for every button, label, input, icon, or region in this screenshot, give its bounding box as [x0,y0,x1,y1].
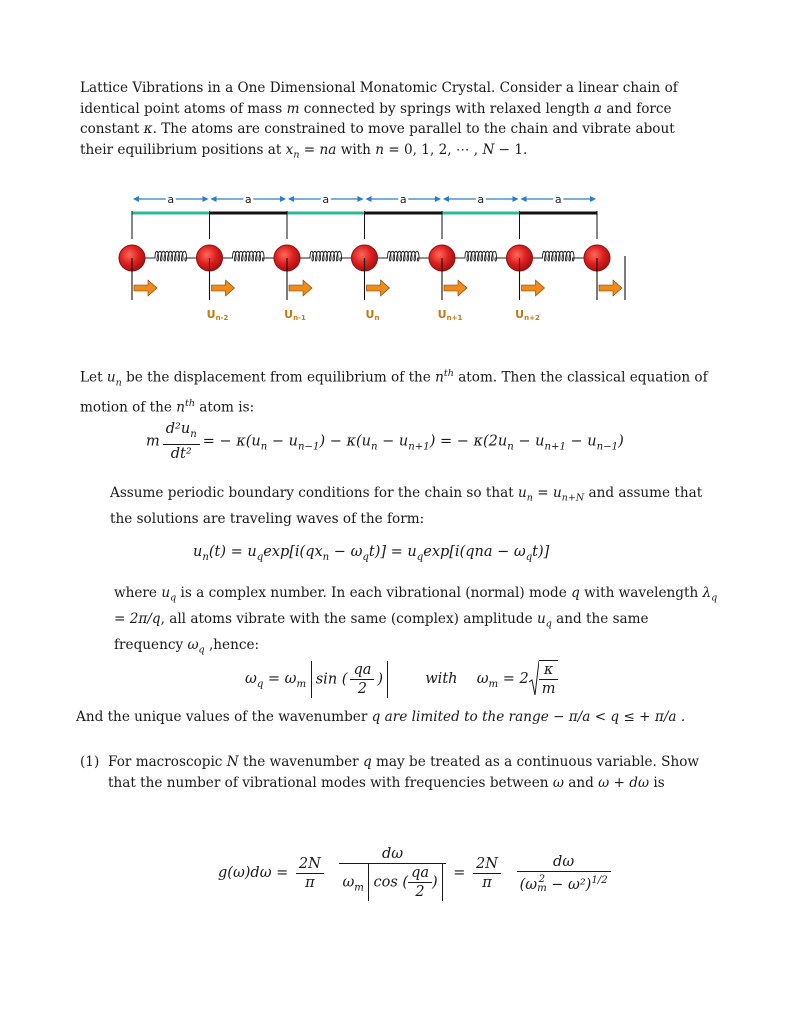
displacement-arrow [134,280,157,296]
spring [145,251,197,261]
normal-mode-paragraph: where $u_q$ is a complex number. In each vibrational (normal) mode q with wavelength $\lambda_q = 2\pi/q$, all atoms vibrate with the same (complex) amplitude $u_q$ and the same frequency $\omega_q$ ,hence: [114,585,718,657]
spring [300,251,352,261]
dim-arrowhead-left [211,196,217,202]
displacement-arrow [289,280,312,296]
lattice-chain-diagram [110,185,630,335]
dim-arrowhead-right [435,196,441,202]
dim-arrowhead-left [366,196,372,202]
wavenumber-range-paragraph: And the unique values of the wavenumber q are limited to the range − π/a < q ≤ + π/a . [76,709,686,725]
spring [533,251,585,261]
spring [223,251,275,261]
question-1: (1) For macroscopic N the wavenumber q may be treated as a continuous variable. Show that the number of vibrational modes with frequencies between ω and ω + dω is [80,754,700,791]
dim-arrowhead-right [280,196,286,202]
dim-arrowhead-left [288,196,294,202]
dim-arrowhead-right [590,196,596,202]
spacing-bars [132,211,597,239]
displacement-label: Un-1 [284,308,306,322]
spring [455,251,507,261]
displacement-labels [207,308,540,322]
spring [378,251,430,261]
density-of-states-equation: g(ω)dω = $\frac{2N}{\pi}$ dω $\omega_m$ cos ( $\frac{qa}{2}$ ) = $\frac{2N}{\pi}$ dω (ω 2 m − ω²)$^{1/2}$ [218,845,614,901]
displacement-arrow [522,280,545,296]
spacing-label-a: a [554,193,562,206]
question-number: (1) [80,754,100,770]
displacement-arrow [212,280,235,296]
spacing-dimension-arrows [133,192,596,206]
displacement-label: Un-2 [206,308,229,322]
displacement-arrow [367,280,390,296]
traveling-wave-equation: $u_n(t) = u_q\exp[i(qx_n - \omega_qt)] = u_q\exp[i(qna - \omega_qt)]$ [193,544,550,563]
displacement-arrow [444,280,467,296]
displacement-label: Un [365,308,380,322]
spacing-label-a: a [244,193,252,206]
sqrt-kappa-over-m: $\frac{\kappa}{m}$ [529,660,562,698]
dim-arrowhead-right [203,196,209,202]
dim-arrowhead-right [358,196,364,202]
spacing-label-a: a [477,193,485,206]
displacement-arrow [599,280,622,296]
dim-arrowhead-left [133,196,139,202]
spacing-label-a: a [399,193,407,206]
equation-of-motion: m $\frac{d^2u_n}{\text{dt²}}$ = − $\kappa(u_n - u_{n-1}) - \kappa(u_n - u_{n+1})$ = − $\kappa(2u_n - u_{n+1} - u_{n-1})$ [146,421,624,462]
problem-title: Lattice Vibrations in a One Dimensional Monatomic Crystal. [80,80,496,96]
dim-arrowhead-right [513,196,519,202]
dispersion-relation: $\omega_q = \omega_m$ sin ( $\frac{qa}{2}$ ) with $\omega_m = 2$ $\frac{\kappa}{m}$ [245,660,561,698]
spacing-label-a: a [167,193,175,206]
displacement-label: Un+1 [437,308,463,322]
displacement-label: Un+2 [515,308,540,322]
spacing-label-a: a [322,193,330,206]
intro-paragraph: Lattice Vibrations in a One Dimensional Monatomic Crystal. Consider a linear chain of identical point atoms of mass m connected by springs with relaxed length a and force constant κ. The atoms are constrained to move parallel to the chain and vibrate about their equilibrium positions at $x_n$ = na with n = 0, 1, 2, ⋯ , N − 1. [80,80,678,161]
displacement-paragraph: Let $u_n$ be the displacement from equilibrium of the $n^{th}$ atom. Then the classical equation of motion of the $n^{th}$ atom is: [80,368,708,416]
dim-arrowhead-left [521,196,527,202]
dim-arrowhead-left [443,196,449,202]
boundary-conditions-paragraph: Assume periodic boundary conditions for the chain so that $u_n = u_{n+N}$ and assume that the solutions are traveling waves of the form: [110,485,703,528]
